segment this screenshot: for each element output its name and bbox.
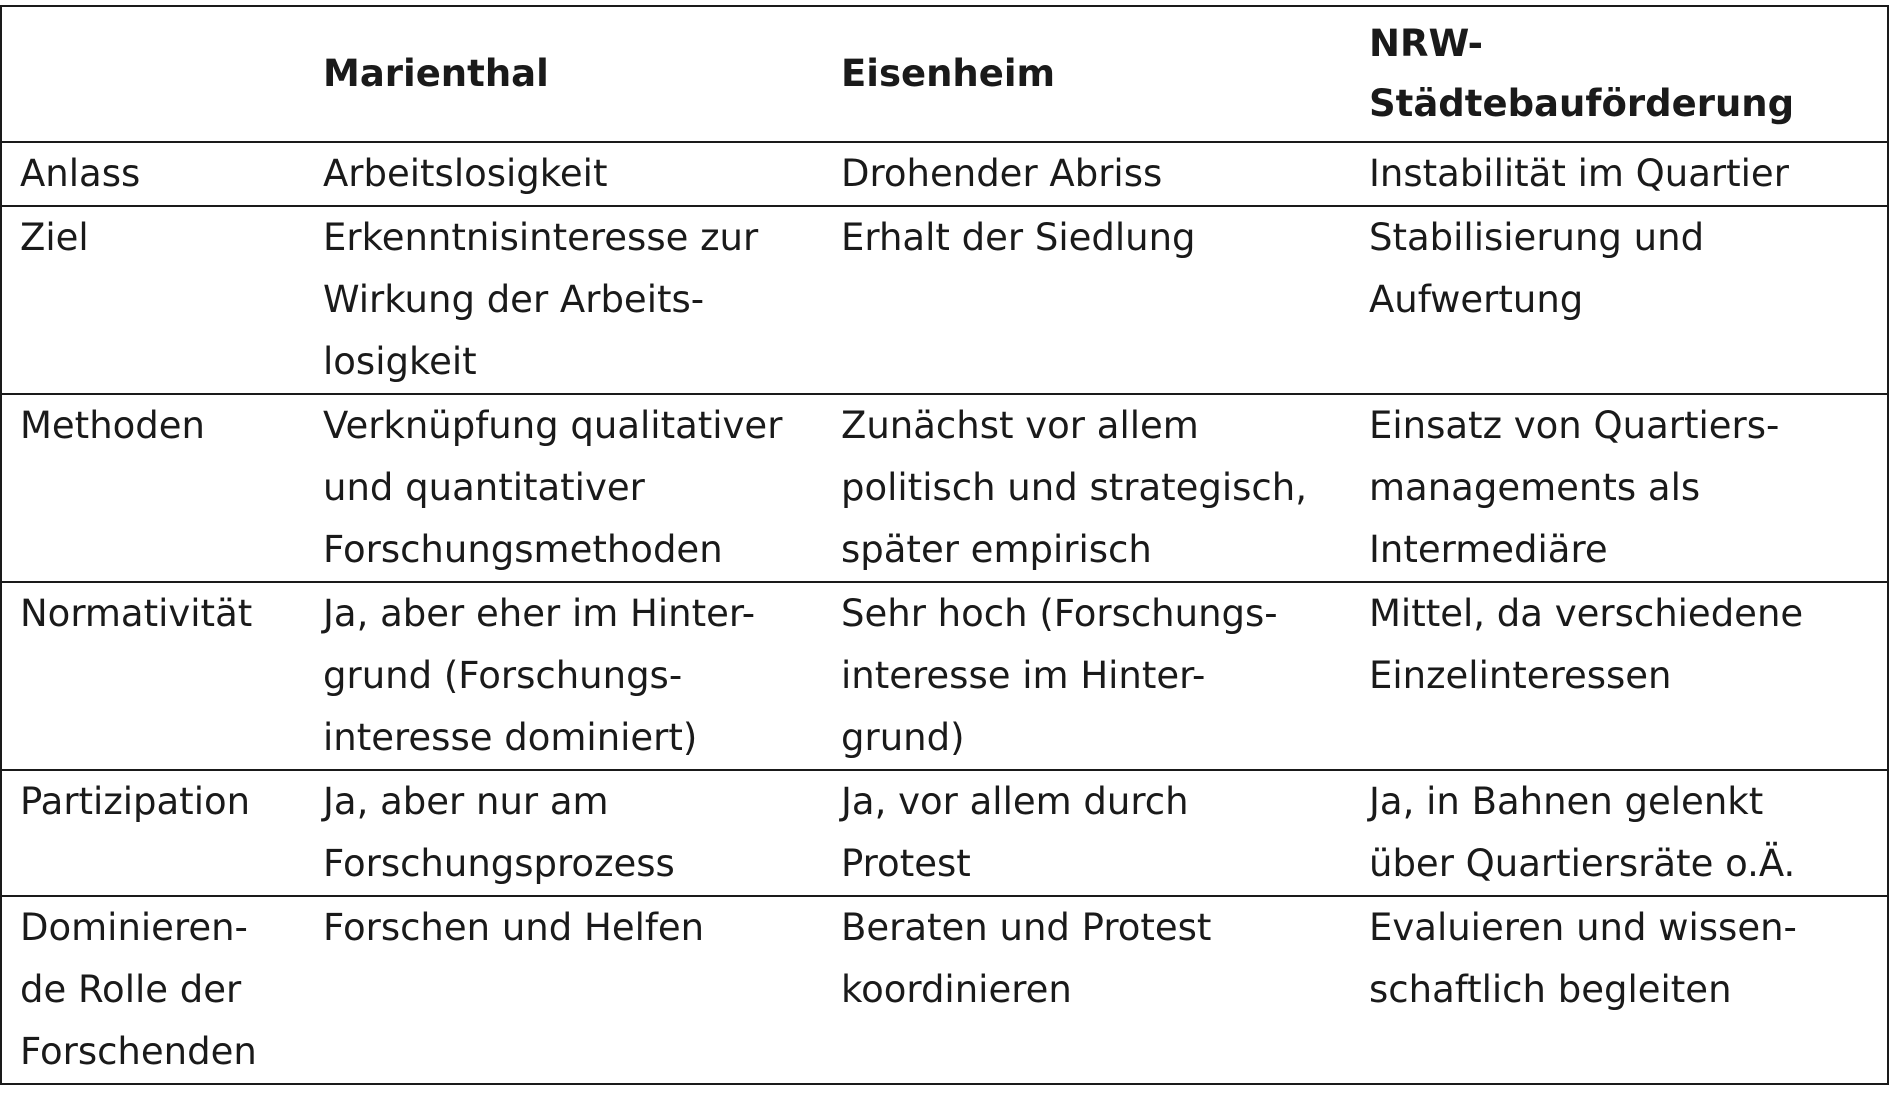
table-cell: Evaluieren und wissen- schaftlich begleiten — [1369, 896, 1888, 1084]
table-cell: Ja, aber nur am Forschungsprozess — [323, 770, 841, 896]
table-cell: Ja, in Bahnen gelenkt über Quartiersräte o.Ä. — [1369, 770, 1888, 896]
row-label: Dominieren- de Rolle der Forschenden — [1, 896, 323, 1084]
table-header-row — [1, 6, 1888, 142]
table-cell: Erhalt der Siedlung — [841, 206, 1369, 394]
table-row — [1, 206, 1888, 394]
row-label: Partizipation — [1, 770, 323, 896]
table-cell: Zunächst vor allem politisch und strategisch, später empirisch — [841, 394, 1369, 582]
table-cell: Erkenntnisinteresse zur Wirkung der Arbeits- losigkeit — [323, 206, 841, 394]
table-row — [1, 896, 1888, 1084]
table-cell: Forschen und Helfen — [323, 896, 841, 1084]
table-row — [1, 582, 1888, 770]
table-cell: Stabilisierung und Aufwertung — [1369, 206, 1888, 394]
table-cell: Mittel, da verschiedene Einzelinteressen — [1369, 582, 1888, 770]
table-cell: Ja, aber eher im Hinter- grund (Forschungs- interesse dominiert) — [323, 582, 841, 770]
row-label: Ziel — [1, 206, 323, 394]
row-label: Normativität — [1, 582, 323, 770]
table-row — [1, 770, 1888, 896]
header-cell-nrw: NRW- Städtebauförderung — [1369, 6, 1888, 142]
header-cell-marienthal: Marienthal — [323, 6, 841, 142]
table-cell: Sehr hoch (Forschungs- interesse im Hinter- grund) — [841, 582, 1369, 770]
header-cell-empty — [1, 6, 323, 142]
table-cell: Ja, vor allem durch Protest — [841, 770, 1369, 896]
table-row — [1, 142, 1888, 206]
table-cell: Drohender Abriss — [841, 142, 1369, 206]
row-label: Anlass — [1, 142, 323, 206]
row-label: Methoden — [1, 394, 323, 582]
table-row — [1, 394, 1888, 582]
header-cell-eisenheim: Eisenheim — [841, 6, 1369, 142]
table-cell: Arbeitslosigkeit — [323, 142, 841, 206]
table-cell: Instabilität im Quartier — [1369, 142, 1888, 206]
table-cell: Einsatz von Quartiers- managements als Intermediäre — [1369, 394, 1888, 582]
table-cell: Verknüpfung qualitativer und quantitativer Forschungsmethoden — [323, 394, 841, 582]
comparison-table — [0, 5, 1889, 1085]
table-cell: Beraten und Protest koordinieren — [841, 896, 1369, 1084]
